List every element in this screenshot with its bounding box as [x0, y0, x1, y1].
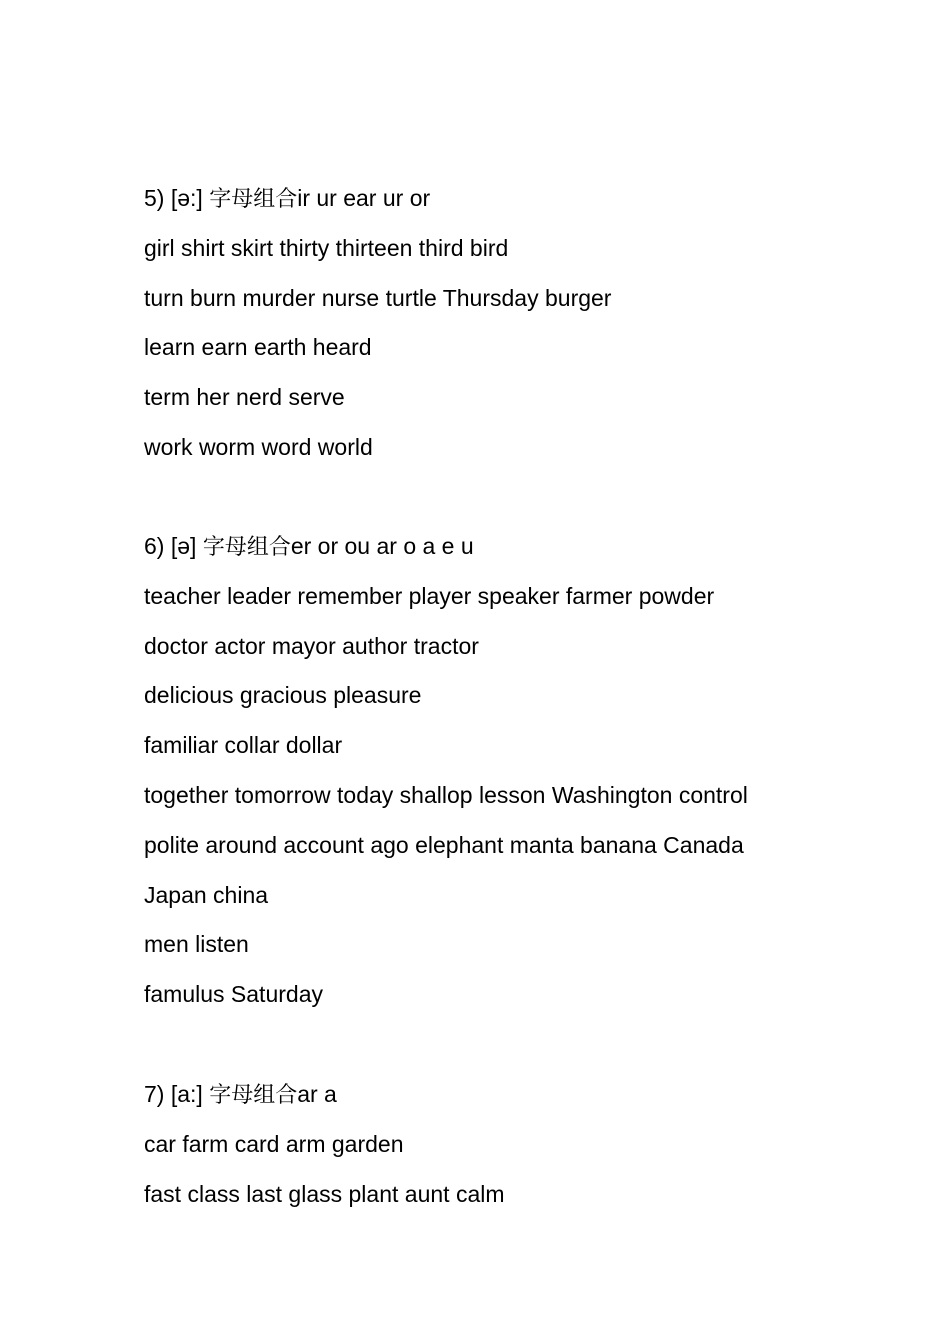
word-list-line: men listen	[144, 931, 249, 958]
word-list-line: Japan china	[144, 881, 269, 908]
section-a-long	[144, 1070, 924, 1219]
word-list-line: doctor actor mayor author tractor	[144, 632, 479, 659]
phonetic-symbol: [ə:]	[170, 185, 203, 211]
word-list-line: famulus Saturday	[144, 981, 323, 1008]
word-list-line: fast class last glass plant aunt calm	[144, 1180, 505, 1207]
word-list-line: together tomorrow today shallop lesson Washington control	[144, 781, 748, 808]
word-list-line: teacher leader remember player speaker farmer powder	[144, 582, 715, 609]
section-schwa	[144, 522, 924, 1020]
word-list-line: learn earn earth heard	[144, 334, 372, 361]
word-list-line: car farm card arm garden	[144, 1130, 404, 1157]
word-list-line: term her nerd serve	[144, 384, 345, 411]
phonetic-symbol: [a:]	[170, 1081, 203, 1107]
section-heading	[144, 1070, 924, 1120]
word-list-line: work worm word world	[144, 433, 373, 460]
letter-combination-label: 字母组合	[202, 535, 291, 560]
word-list-line: familiar collar dollar	[144, 732, 343, 759]
word-list-line: girl shirt skirt thirty thirteen third bird	[144, 234, 509, 261]
letter-combination-label: 字母组合	[209, 187, 298, 212]
section-er-long	[144, 174, 924, 473]
section-number: 7)	[144, 1081, 165, 1107]
word-list-line: polite around account ago elephant manta banana Canada	[144, 831, 744, 858]
section-heading	[144, 522, 924, 572]
word-list-line: turn burn murder nurse turtle Thursday burger	[144, 284, 612, 311]
section-number: 5)	[144, 185, 165, 211]
letter-combinations: er or ou ar o a e u	[290, 533, 474, 559]
phonetic-symbol: [ə]	[170, 533, 197, 559]
word-list-line: delicious gracious pleasure	[144, 682, 422, 709]
letter-combinations: ir ur ear ur or	[297, 185, 431, 211]
section-number: 6)	[144, 533, 165, 559]
section-heading	[144, 174, 924, 224]
letter-combination-label: 字母组合	[209, 1083, 298, 1108]
letter-combinations: ar a	[297, 1081, 337, 1107]
